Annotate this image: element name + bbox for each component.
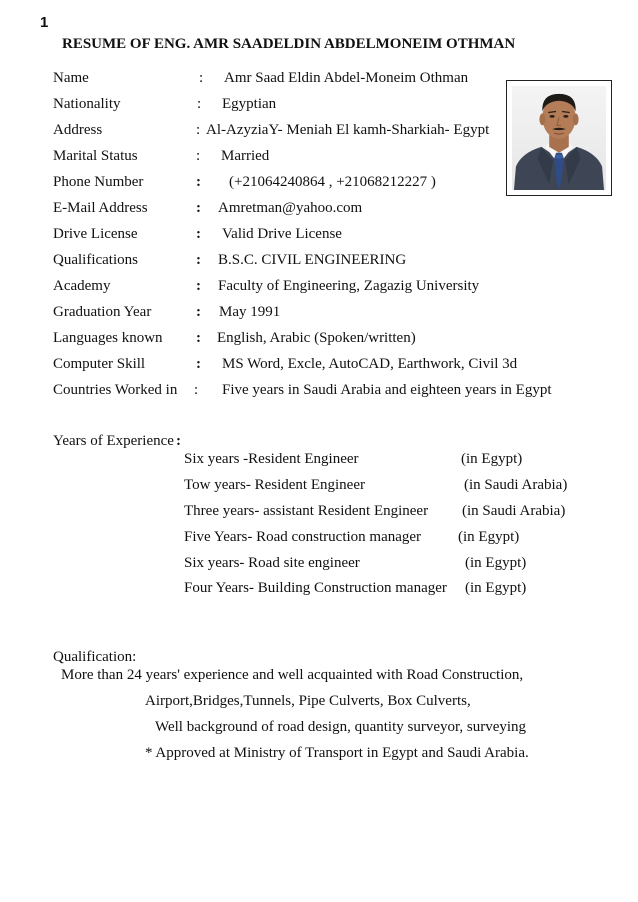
info-colon: :: [196, 226, 201, 242]
experience-role: Four Years- Building Construction manager: [184, 580, 447, 596]
experience-role: Six years- Road site engineer: [184, 555, 360, 571]
info-colon: :: [196, 252, 201, 268]
info-value: MS Word, Excle, AutoCAD, Earthwork, Civil 3d: [222, 356, 518, 372]
info-label: Academy: [53, 278, 111, 294]
info-value: Egyptian: [222, 96, 277, 112]
info-value: Valid Drive License: [222, 226, 342, 242]
info-value: (+21064240864 , +21068212227 ): [229, 174, 436, 190]
qualification-line: * Approved at Ministry of Transport in Egypt and Saudi Arabia.: [145, 745, 529, 761]
experience-role: Tow years- Resident Engineer: [184, 477, 365, 493]
info-colon: :: [196, 278, 201, 294]
qualification-line: More than 24 years' experience and well acquainted with Road Construction,: [61, 667, 524, 683]
experience-location: (in Saudi Arabia): [462, 503, 566, 519]
experience-heading-colon: :: [175, 433, 181, 449]
page-number: 1: [40, 14, 49, 31]
qualification-line: Well background of road design, quantity surveyor, surveying: [155, 719, 527, 735]
portrait-image: [512, 86, 606, 190]
info-label: Computer Skill: [53, 356, 146, 372]
info-label: Countries Worked in: [53, 382, 178, 398]
info-value: May 1991: [219, 304, 281, 320]
info-colon: :: [196, 304, 201, 320]
info-colon: :: [199, 70, 204, 86]
info-colon: :: [194, 382, 199, 398]
experience-location: (in Egypt): [458, 529, 520, 545]
info-colon: :: [196, 356, 201, 372]
experience-location: (in Egypt): [461, 451, 523, 467]
experience-heading: [53, 433, 181, 450]
experience-location: (in Saudi Arabia): [464, 477, 568, 493]
info-value: Amr Saad Eldin Abdel-Moneim Othman: [224, 70, 469, 86]
experience-heading-text: Years of Experience: [53, 433, 174, 449]
resume-title: RESUME OF ENG. AMR SAADELDIN ABDELMONEIM OTHMAN: [62, 36, 516, 52]
info-value: B.S.C. CIVIL ENGINEERING: [218, 252, 407, 268]
experience-role: Six years -Resident Engineer: [184, 451, 359, 467]
qualification-heading: Qualification:: [53, 649, 137, 665]
info-colon: :: [196, 200, 201, 216]
info-label: Graduation Year: [53, 304, 152, 320]
info-colon: :: [196, 174, 201, 190]
profile-photo: [506, 80, 612, 196]
info-label: Marital Status: [53, 148, 138, 164]
qualification-line: Airport,Bridges,Tunnels, Pipe Culverts, Box Culverts,: [145, 693, 471, 709]
info-value: Al-AzyziaY- Meniah El kamh-Sharkiah- Egypt: [206, 122, 490, 138]
info-colon: :: [196, 330, 201, 346]
info-colon: :: [197, 96, 202, 112]
info-colon: :: [196, 148, 201, 164]
experience-location: (in Egypt): [465, 555, 527, 571]
info-value: English, Arabic (Spoken/written): [217, 330, 416, 346]
info-label: Drive License: [53, 226, 138, 242]
experience-role: Five Years- Road construction manager: [184, 529, 422, 545]
info-value: Five years in Saudi Arabia and eighteen years in Egypt: [222, 382, 552, 398]
experience-role: Three years- assistant Resident Engineer: [184, 503, 429, 519]
info-colon: :: [196, 122, 201, 138]
info-label: Address: [53, 122, 103, 138]
info-value: Married: [221, 148, 270, 164]
info-label: Qualifications: [53, 252, 138, 268]
info-value: Amretman@yahoo.com: [218, 200, 363, 216]
info-value: Faculty of Engineering, Zagazig University: [218, 278, 480, 294]
info-label: Phone Number: [53, 174, 144, 190]
info-label: Languages known: [53, 330, 163, 346]
info-label: Nationality: [53, 96, 121, 112]
info-label: E-Mail Address: [53, 200, 148, 216]
info-label: Name: [53, 70, 89, 86]
experience-location: (in Egypt): [465, 580, 527, 596]
